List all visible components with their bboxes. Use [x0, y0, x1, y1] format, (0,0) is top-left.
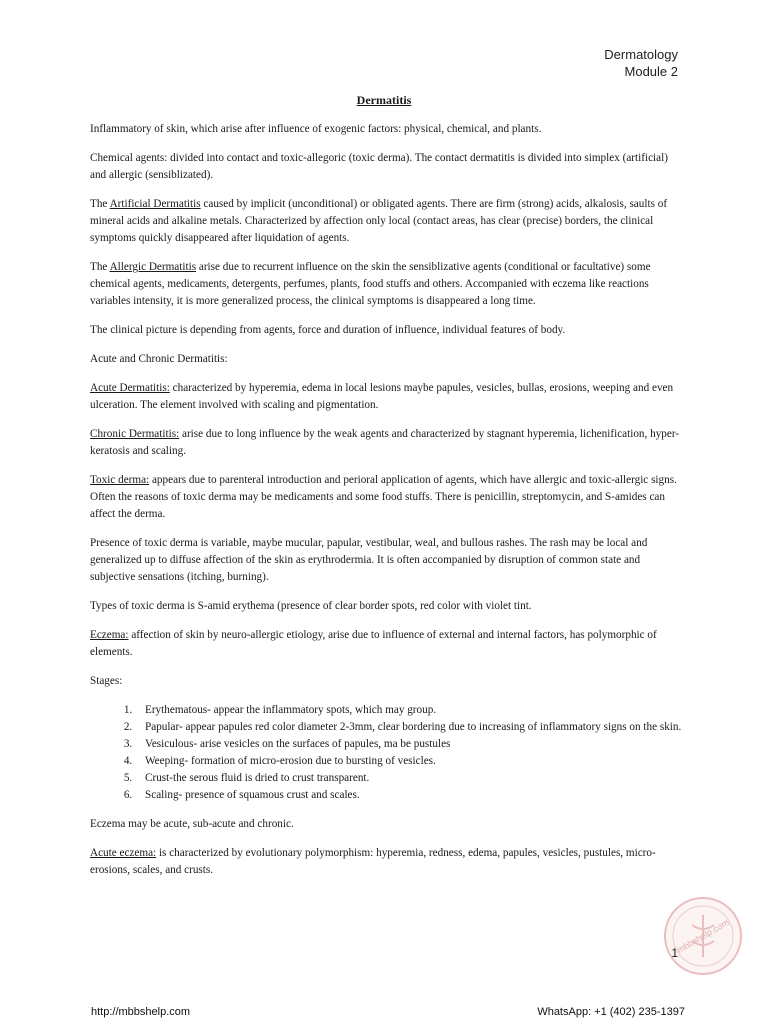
list-item: 3. Vesiculous- arise vesicles on the surfaces of papules, ma be pustules — [135, 736, 682, 753]
paragraph-stages-heading: Stages: — [90, 675, 123, 687]
paragraph-chemical-agents: Chemical agents: divided into contact and toxic-allegoric (toxic derma). The contact dermatitis is divided into simplex (artificial) and allergic (sensiblizated). — [90, 152, 668, 181]
watermark-stamp-icon — [662, 895, 744, 977]
paragraph-toxic-derma — [90, 472, 682, 523]
paragraph-acute-chronic-heading: Acute and Chronic Dermatitis: — [90, 353, 228, 365]
footer-whatsapp-contact: WhatsApp: +1 (402) 235-1397 — [537, 1006, 685, 1018]
term-acute-dermatitis: Acute Dermatitis: — [90, 382, 170, 394]
paragraph-text: characterized by hyperemia, edema in local lesions maybe papules, vesicles, bullas, erosions, weeping and even ulceration. The element involved with scaling and pigmentation. — [90, 382, 674, 411]
paragraph-eczema — [90, 627, 682, 661]
term-artificial-dermatitis: Artificial Dermatitis — [109, 198, 201, 210]
paragraph-chronic-dermatitis — [90, 426, 682, 460]
term-allergic-dermatitis: Allergic Dermatitis — [109, 261, 197, 273]
paragraph-artificial-dermatitis — [90, 196, 682, 247]
list-item: 1. Erythematous- appear the inflammatory spots, which may group. — [135, 702, 682, 719]
document-body — [90, 121, 682, 891]
stages-list — [90, 702, 682, 804]
list-item: 6. Scaling- presence of squamous crust and scales. — [135, 787, 682, 804]
paragraph-prefix: The — [90, 261, 110, 273]
term-chronic-dermatitis: Chronic Dermatitis: — [90, 428, 180, 440]
paragraph-text: appears due to parenteral introduction and perioral application of agents, which have allergic and toxic-allergic signs. Often the reasons of toxic derma may be medicaments and some food stuffs. There is penicillin, streptomycin, and S-amides can affect the derma. — [90, 474, 677, 520]
page-number: 1 — [671, 946, 678, 960]
paragraph-text: is characterized by evolutionary polymorphism: hyperemia, redness, edema, papules, vesicles, pustules, micro-erosions, scales, and crusts. — [90, 847, 656, 876]
paragraph-eczema-types: Eczema may be acute, sub-acute and chronic. — [90, 818, 294, 830]
list-item: 5. Crust-the serous fluid is dried to crust transparent. — [135, 770, 682, 787]
document-title: Dermatitis — [356, 93, 412, 107]
stamp-text: mbbshelp.com — [675, 917, 731, 955]
paragraph-prefix: The — [90, 198, 110, 210]
paragraph-text: arise due to recurrent influence on the skin the sensiblizative agents (conditional or facultative) some chemical agents, medicaments, detergents, perfumes, plants, food stuffs and others. Accompanied with eczema like reactions variables intensity, it is more generalized process, the clinical symptoms is disappeared a long time. — [90, 261, 651, 307]
paragraph-acute-eczema — [90, 845, 682, 879]
paragraph-text: arise due to long influence by the weak agents and characterized by stagnant hyperemia, lichenification, hyper-keratosis and scaling. — [90, 428, 680, 457]
paragraph-intro: Inflammatory of skin, which arise after influence of exogenic factors: physical, chemical, and plants. — [90, 123, 542, 135]
paragraph-acute-dermatitis — [90, 380, 682, 414]
paragraph-toxic-derma-types: Types of toxic derma is S-amid erythema (presence of clear border spots, red color with violet tint. — [90, 600, 532, 612]
paragraph-allergic-dermatitis — [90, 259, 682, 310]
paragraph-clinical-picture: The clinical picture is depending from agents, force and duration of influence, individual features of body. — [90, 324, 566, 336]
header-subject: Dermatology — [604, 47, 678, 62]
list-item: 2. Papular- appear papules red color diameter 2-3mm, clear bordering due to increasing of inflammatory signs on the skin. — [135, 719, 682, 736]
term-toxic-derma: Toxic derma: — [90, 474, 150, 486]
paragraph-text: caused by implicit (unconditional) or obligated agents. There are firm (strong) acids, alkalosis, saults of mineral acids and alkaline metals. Characterized by affection only local (contact areas, has clear (precise) borders, the clinical symptoms quickly disappeared after liquidation of agents. — [90, 198, 668, 244]
term-eczema: Eczema: — [90, 629, 129, 641]
list-item: 4. Weeping- formation of micro-erosion due to bursting of vesicles. — [135, 753, 682, 770]
paragraph-toxic-derma-presence: Presence of toxic derma is variable, maybe mucular, papular, vestibular, weal, and bullous rashes. The rash may be local and generalized up to diffuse affection of the skin as erythrodermia. It is often accompanied by disruption of common state and subjective sensations (itching, burning). — [90, 537, 648, 583]
page-header — [604, 46, 678, 80]
header-module: Module 2 — [624, 64, 678, 79]
term-acute-eczema: Acute eczema: — [90, 847, 157, 859]
paragraph-text: affection of skin by neuro-allergic etiology, arise due to influence of external and internal factors, has polymorphic of elements. — [90, 629, 657, 658]
footer-website-link[interactable]: http://mbbshelp.com — [91, 1006, 191, 1018]
